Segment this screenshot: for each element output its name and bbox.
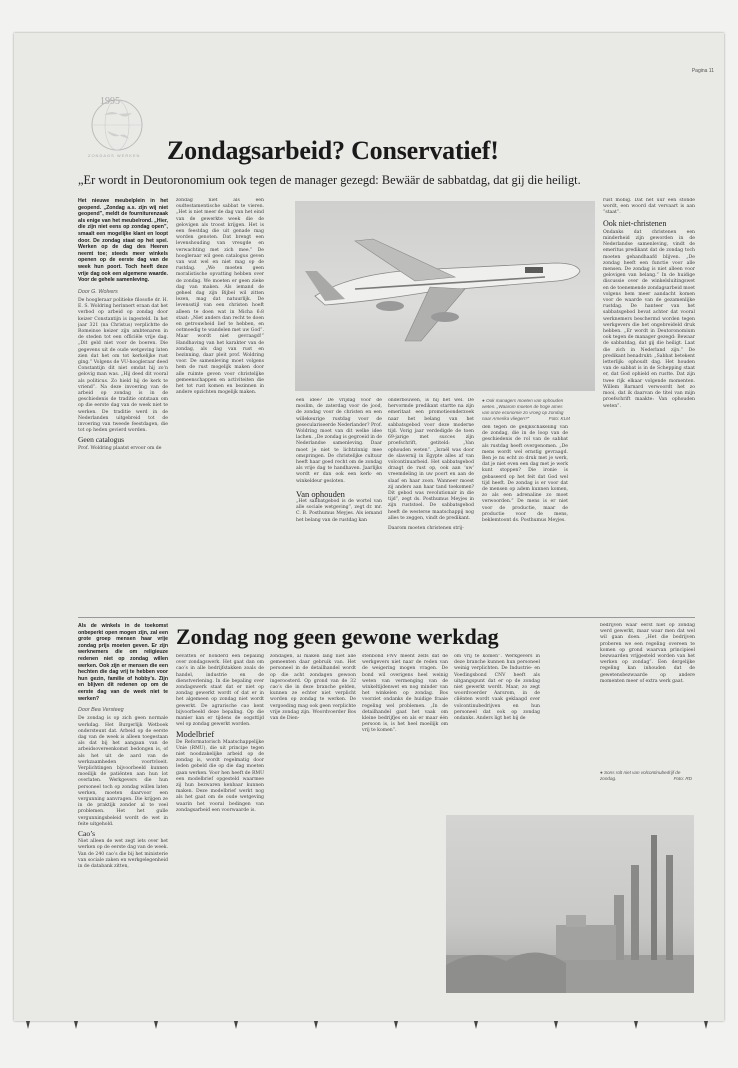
article1-subhead: „Er wordt in Deutoronomium ook tegen de manager gezegd: Bewäär de sabbatdag, dat gij die heiligt.: [78, 173, 581, 187]
logo-year: 1995: [100, 96, 120, 107]
article1-photo-caption: [482, 398, 570, 422]
article1-byline: Door G. Wolvers: [78, 288, 118, 295]
article2-column-1: [78, 623, 168, 1011]
article2-text-1: De zondag is op zich geen normale werkdag. Het Burgerlijk Wetboek ondersteunt dat. Arbeid op de eerste dag van de week is alleen toegestaan als dat bij het aangaan van de arbeidsovereenkomst bedongen is, of als het uit de aard van de werkzaamheden voortvloeit. Verplichtingen bijvoorbeeld kunnen moeilijk de patiënten aan hun lot overlaten. Werkgevers die hun personeel toch op zondag willen laten werken, moeten daarvoor een vergunning aanvragen. Die krijgen ze in de praktijk zonder al te veel problemen. Het het gulle vergunningsbeleid wordt de wet in feite uitgehold.: [78, 716, 168, 827]
article1-text-4b: Daarom moeten christenen strij-: [388, 526, 464, 532]
caption1-text: ● Ook managers moeten van ophouden weten. „Waarom moeten de hoge ames van onze economie zo vroeg op zondag naar Amerika vliegen?”: [482, 398, 564, 421]
factory-icon: [446, 815, 694, 993]
print-registration-marks: [14, 1021, 724, 1035]
article1-text-6a: rust mobig. Dat het uur een stonde wordt, een woord dat vervaart is aan “staat”.: [603, 198, 695, 216]
page-number: Pagina 11: [691, 68, 714, 74]
article1-text-5: den tegen de gelijkschakeling van de zondag, die in de loop van de geschiedenis de rol van de sabbat als rustdag heeft overgenomen. „De mens wordt wel ernstig gevraagd. Ben je nu echt zo druk met je werk, dat je niet even een dag met je werk kunt stoppen? Die ironie is gebaseerd op het feit dat God wel tijd heeft. De zondag is er voor dat de mensen op adem kunnen komen, zo als een adrenaline zo moet verwoorden.” De mens is er niet voor de productie, maar de productie voor de mens, beklemtoont ds. Posthumus Meyjes.: [482, 425, 568, 524]
article2-text-6: bedrijven waar eerst niet op zondag werd gewerkt, maar waar men dat wel wil gaan doen. „Het die bedrijven proberen we een regeling overeen te komen op grond waarvan principieel bezwaarden vrijgesteld worden van het werken op zondag”. Een dergelijke regeling kan inhouden dat de gewetensbezwaarde op andere momenten meer of extra werk gaat.: [600, 623, 695, 684]
article2-subtitle-modelbrief: Modelbrief: [176, 729, 215, 740]
article2-column-6: [600, 623, 695, 763]
article2-subtitle-caos: Cao’s: [78, 828, 96, 838]
article2-text-2b: De Reformatorisch Maatschappelijke Unie (RMU), die uit principe tegen niet noodzakelijke arbeid op de zondag is, wordt regelmatig door leden gebeld die op die dag moeten gaan werken. Voor hen heeft de RMU een modelbrief opgesteld waarmee zij hun bezwaren kenbaar kunnen maken. Deze modelbrief werkt nog als het gaat om de oude wetgeving waarin het vooral bedingen van zondagsarbeid een voorwaarde is.: [176, 739, 264, 813]
caption2-text: ● Sons rolt niet van volcontinubedrijf de zondag.: [600, 770, 681, 781]
article1-subtitle-niet-christenen: Ook niet-christenen: [603, 218, 667, 228]
article1-text-2: zondag niet als een oudtestamentische sabbat te vieren. „Het is niet meer de dag van het eind van de gewerkte week die de gelovigen als troost krijgen. Het is een feestdag die uit genade mag worden genoten. Dat brengt een levenshouding van vreugde en verwachting met zich mee.” De hoogleraar wil geen catalogus geven van wat wel en niet mag op de rustdag. „We moeten geen moralistische opvatting hebben over de zondag. We moeten er geen zieke dag van maken. Als iemand de geheel dag zijn Bijbel wil zitten lezen, mag dat natuurlijk. De levensstijl van een christen hoeft alleen te doen wat in Micha 6:8 staat: „Niet anders dan recht te doen en getrouwheid lief te hebben, en ootmoedig te wandelen met uw God”. Maar wordt niet gevraagd!” Handhaving van het karakter van de zondag, als dag van rust en bezinning, daar pleit prof. Woldring voor. De samenleving moet volgens hem de rust mogelijk maken door alle ruimte geven voor christelijke gemeenschappen en activiteiten die het tot rust komen en bezinnen in andere opzichten mogelijk maken.: [176, 198, 264, 396]
logo-tagline: ZONDAGS WERKEN: [88, 153, 141, 158]
caption1-credit: Foto: KLM: [548, 416, 570, 421]
globe-logo-icon: [82, 93, 162, 153]
article1-column-2: [176, 198, 264, 613]
article2-column-4: [362, 654, 448, 744]
article1-column-3: [296, 398, 382, 613]
section-divider: [78, 617, 695, 618]
article2-lead: Als de winkels in de toekomst onbeperkt open mogen zijn, zal een grote groep mensen haar vrije zondag prijs moeten geven. Er zijn werknemers die om religieuze redenen niet op zondag willen werken. Ook zijn er mensen die een hechten die dag vrij te hebben voor hun gezin, familie of hobby’s. Zijn en blijven dit redenen op om de eerste dag van de week niet te werken?: [78, 623, 168, 702]
article2-column-5: [454, 654, 540, 744]
article1-text-6: Ondanks dat christenen een minderheid zijn geworden in de Nederlandse samenleving, vindt de emeritus predikant dat de zondag toch moeten gehandhaafd blijven. „De zondag heeft een functie voor alle mensen. De zondag is niet alleen voor gelovigen van belang.” In de huidige discussie over de winkelsluitingswet en de toenemende zondagsarbeid moet volgens hem meer aandacht komen voor de waarde van de gezamenlijke rustdag. De hanteer van het sabbatsgebod bevat achter dat vooral werknemers beschermd worden tegen werkgevers die het ongebreideld druk hebben. „Er wordt in Deutoronomium ook tegen de manager gezegd: Bewaar de sabbatdag, dat gij die heiligt. Laat die zich in Nederland zijn.” De predikant benadrukt: „Sabbat betekent letterlijk: ophoudt dag. Het houden van de sabbat is in de Schepping staat er, dat God ophield en rustte. Dat zijn twee rijk elkaar volgende momenten. Willem Barnard verwoordt het zo mooi, dat ik daarvan de titel van mijn proefschrift maakte: Van ophouden weten”.: [603, 229, 695, 409]
article1-headline: Zondagsarbeid? Conservatief!: [167, 136, 499, 165]
article2-text-3: zondagen, al maken lang niet alle gemeenten daar gebruik van. Het personeel in de detailhandel wordt op die acht zondagen gewoon ingeroosterd. Op grond van de 32 cao’s die in deze branche gelden, kunnen ze echter niet verplicht worden op zondag te werken. De vergoeding mag ook geen verplichte vrije zondag zijn. Woordvoerder Bos van de Dien-: [270, 654, 356, 722]
article2-text-4: stenbond FNV meent zelfs dat de werkgevers niet naar de reden van de weigering mogen vragen. De bond wil overigens heel weinig weten van vermenging van de winkeltijdenwet en nog minder van het winkelen op zondag. Bos voorziet ondanks de huidige fraaie regeling wel problemen. „In de detailhandel gaat het vaak om kleine bedrijfjes en als er maar één persoon is, is het heel moeilijk om vrij te komen”.: [362, 654, 448, 734]
industrial-plant-photo: [446, 815, 694, 993]
article2-byline: Door Bea Versteeg: [78, 707, 124, 714]
article2-text-5: om vrij te komen”. Werkgevers in deze branche kunnen hun personeel weinig verplichten. De Industrie- en Voedingsbond CNV heeft als uitgangspunt dat er op de zondag niet gewerkt wordt. Maar, zo zegt woordvoerder Aarsrom, in de cliënten wordt vaak geklaagd over volcontinubedrijven en hun personeel dat ook op zondag ondanks. Anders ligt het bij de: [454, 654, 540, 722]
article1-text-1b: Prof. Woldring plaatst ervoor om de: [78, 445, 162, 451]
airplane-photo: [295, 201, 595, 391]
article1-column-1: [78, 198, 168, 613]
article1-text-3: een idee? De vrijdag voor de moslim, de zaterdag voor de jood, de zondag voor de christen en een willekeurige rustdag voor de geseculariseerde Nederlander? Prof. Woldring moet van dit welke idee lachen. „De zondag is gegroeid in de Nederlandse samenleving. Daar moet je niet te lichtzinnig mee omspringen. De christelijke cultuur heeft haar goed recht om de zondag als vrije dag te handhaven. Jaarlijks wordt er dan ook een kerk- en winkeldeur gesloten.: [296, 398, 382, 484]
article2-column-2: [176, 654, 264, 1011]
caption2-credit: Foto: RD: [673, 776, 692, 781]
article1-text-1: De hoogleraar politieke filosofie dr. H. E. S. Woldring herinnert eraan dat het verbod op arbeid op zondag door keizer Constantijn is ingesteld. In het jaar 321 (na Christus) verplichtte de Romeinse keizer zijn ambtenaren in de steden tot een officiële vrije dag. „Dit geld niet voor de boeren. Die gegevens uit de oude wetgeving laten zien dat het om tot kerkelijke rust ging.” Volgens de VU-hoogleraar deed Constantijn dit niet omdat hij zo’n gelovig man was. „Hij deed dit vooral als politicus. Zo hield hij de kerk te vriend”. Na deze invoering van de arbeid op zondag is in de geschiedenis de traditie ontstaan om op die eerste dag van de week niet te werken. De traditie werd in de Nederlanden uitgebreid tot de invoering van tweede feestdagen, die tot op heden gevierd worden.: [78, 297, 168, 434]
article1-text-3b: „Het sabbatgebod is de wortel van alle sociale wetgeving”, zegt dr. mr. C. B. Posthumus Meyjes. Als iemand het belang van de rustdag kan: [296, 499, 382, 523]
article1-subtitle-catalogus: Geen catalogus: [78, 435, 125, 445]
article2-photo-caption: [600, 770, 692, 782]
article2-text-1b: Niet alleen de wet zegt iets over het werken op de eerste dag van de week. Van de 240 cao’s die bij het ministerie van sociale zaken en werkgelegenheid in de databank zitten,: [78, 839, 168, 869]
article1-column-6: [603, 198, 695, 613]
article1-text-4: onderbouwen, is hij het wel. De hervormde predikant startte na zijn emeritaat een promotieonderzoek naar het belang van het sabbatsgebod voor deze moderne tijd. Vorig jaar verdedigde de toen 69-jarige met succes zijn proefschrift, getiteld: „Van ophouden weten”. „Israël was door de slavernij in Egypte alles af van volcontinuarbeid. Het sabbatsgebod draagt de rust op, ook aan ‘uw’ vreemdeling in uw poort en aan de slaaf en haar zoon. Wanneer moest zij anders aan haar tand toekomen? Dit gebod was revolutionair in die tijd”, zegt ds. Posthumus Meyjes in zijn ruststoel. De sabbatsgebod heeft de westerse maatschappij nog alles te zeggen, vindt de predikant.: [388, 398, 474, 521]
article1-column-5: [482, 425, 568, 613]
article2-headline: Zondag nog geen gewone werkdag: [176, 624, 499, 649]
article1-lead: Het nieuwe meubelplein in het geopend. „Zondag a.s. zijn wij niet geopend”, meldt de fourniturenzaak als enige van het meubelrond. „Hier, die zijn niet eens op zondag open”, smaalt een mogelijke klant en loopt door. De zondag staat op het spel. Werken op de dag des Heeren neemt toe; steeds meer winkels openen op de eerste dag van de week hun poort. Toch heeft deze vrije dag ook een algemene waarde. Voor de gehele samenleving.: [78, 198, 168, 284]
airplane-icon: [295, 201, 595, 391]
article1-subtitle-ophouden: Van ophouden: [296, 488, 345, 499]
article2-text-2: bevatten er honderd een bepaling over zondagswerk. Het gaat dan om cao’s in alle bedrijfstakken zoals de handel, industrie en de dienstverlening. In die bepaling over zondagswerk staat dat er niet op zondag gewerkt wordt of dat er in het algemeen op zondag niet wordt gewerkt. De agrarische cao kent bijvoorbeeld deze bepaling. Op die manier kan er tijdens de oogsttijd wel op zondag gewerkt worden.: [176, 654, 264, 728]
article1-column-4: [388, 398, 474, 613]
article2-column-3: [270, 654, 356, 744]
